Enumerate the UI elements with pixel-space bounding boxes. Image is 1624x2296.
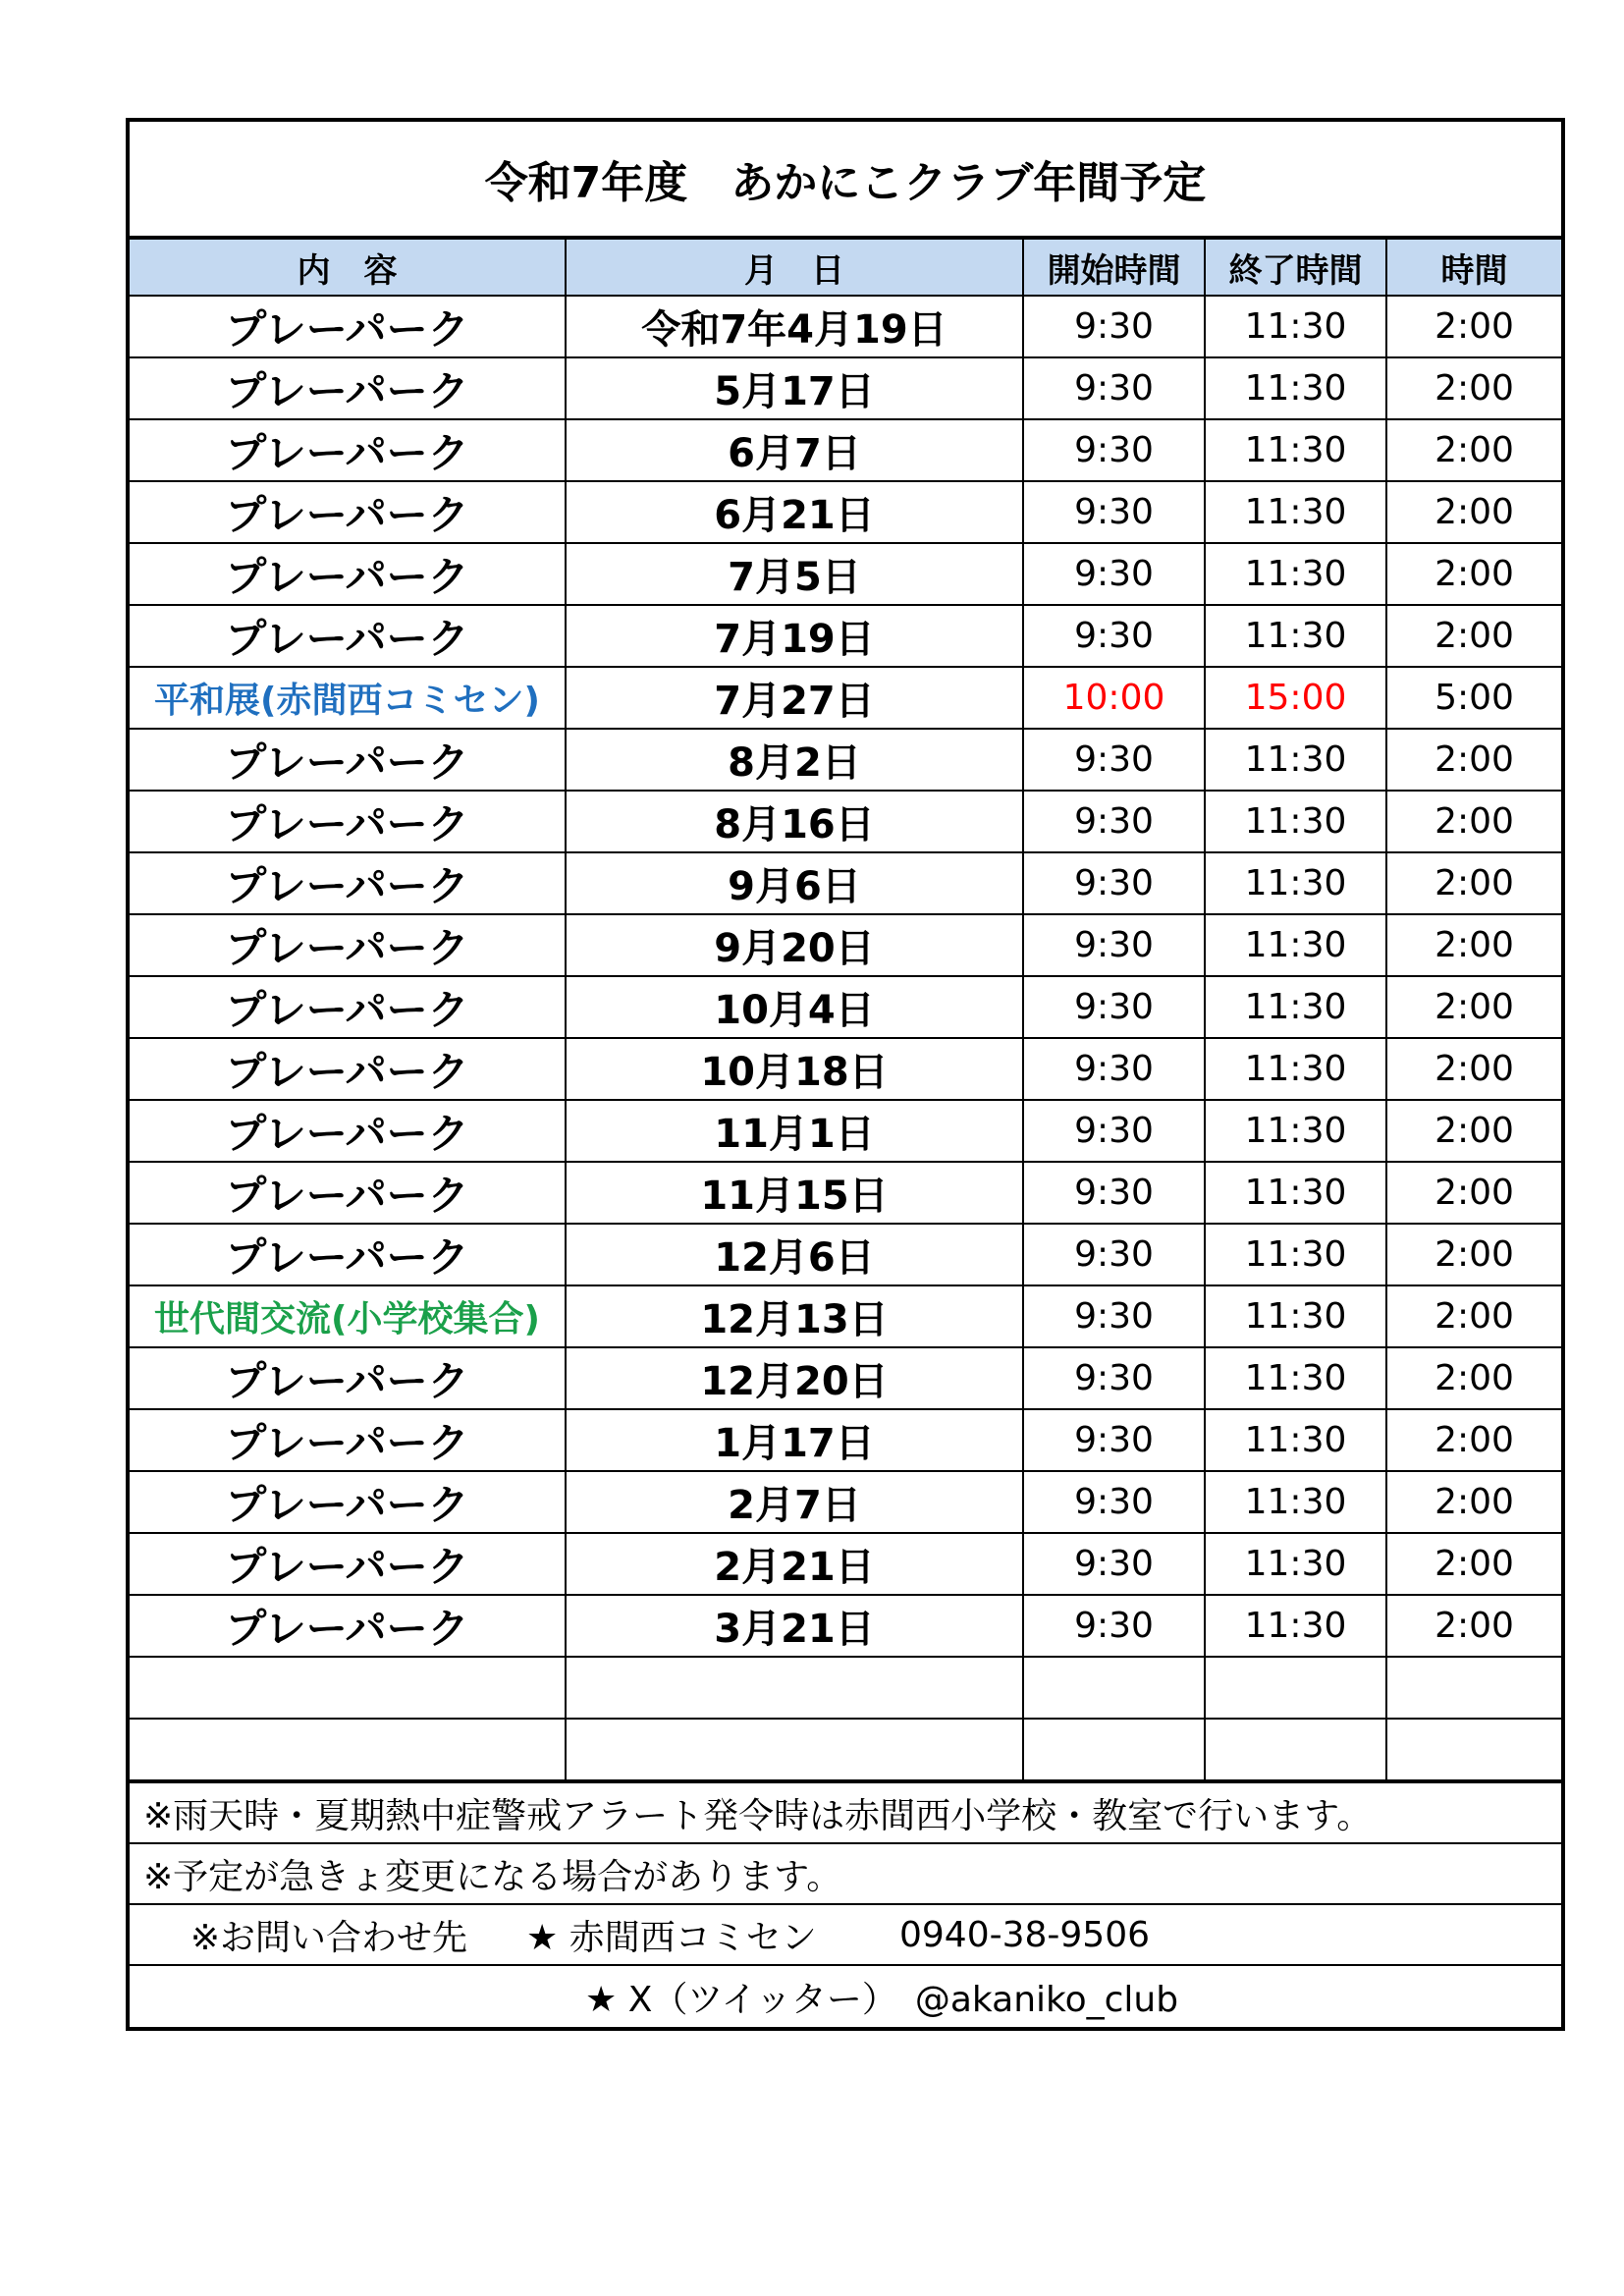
cell-end-time: 11:30: [1205, 357, 1386, 419]
table-row: [130, 1100, 1561, 1162]
table-row: [130, 852, 1561, 914]
cell-duration: 2:00: [1386, 1409, 1561, 1471]
cell-duration: 2:00: [1386, 1038, 1561, 1100]
cell-end-time: 11:30: [1205, 1595, 1386, 1657]
cell-content: プレーパーク: [130, 1595, 566, 1657]
note-contact: [130, 1905, 1561, 1966]
cell-duration: 2:00: [1386, 729, 1561, 791]
cell-start-time: 9:30: [1023, 1100, 1205, 1162]
cell-content: プレーパーク: [130, 1471, 566, 1533]
contact-phone: 0940-38-9506: [899, 1914, 1151, 1955]
cell-date: 1月17日: [566, 1409, 1023, 1471]
cell-start-time: 9:30: [1023, 357, 1205, 419]
notes-section: [130, 1783, 1561, 2027]
cell-content: プレーパーク: [130, 976, 566, 1038]
cell-duration: 2:00: [1386, 1224, 1561, 1285]
cell-start-time: 9:30: [1023, 1533, 1205, 1595]
cell-duration: 2:00: [1386, 1347, 1561, 1409]
cell-date: 9月20日: [566, 914, 1023, 976]
cell-start-time: 9:30: [1023, 481, 1205, 543]
cell-end-time: 11:30: [1205, 1533, 1386, 1595]
cell-content: プレーパーク: [130, 791, 566, 852]
header-content: 内 容: [130, 240, 566, 296]
table-row: [130, 357, 1561, 419]
cell-end-time: 11:30: [1205, 914, 1386, 976]
cell-content: プレーパーク: [130, 1162, 566, 1224]
cell-start-time: 9:30: [1023, 1224, 1205, 1285]
blank-cell: [1023, 1719, 1205, 1781]
blank-cell: [1205, 1657, 1386, 1719]
cell-start-time: 9:30: [1023, 419, 1205, 481]
cell-end-time: 11:30: [1205, 1409, 1386, 1471]
cell-content: プレーパーク: [130, 1224, 566, 1285]
cell-content: プレーパーク: [130, 357, 566, 419]
cell-end-time: 11:30: [1205, 852, 1386, 914]
table-row: [130, 1533, 1561, 1595]
table-row: [130, 1224, 1561, 1285]
header-date: 月 日: [566, 240, 1023, 296]
cell-content: プレーパーク: [130, 1533, 566, 1595]
blank-cell: [1386, 1657, 1561, 1719]
table-row: [130, 976, 1561, 1038]
cell-start-time: 9:30: [1023, 976, 1205, 1038]
cell-duration: 2:00: [1386, 357, 1561, 419]
cell-date: 11月1日: [566, 1100, 1023, 1162]
cell-duration: 2:00: [1386, 481, 1561, 543]
cell-end-time: 11:30: [1205, 543, 1386, 605]
cell-duration: 2:00: [1386, 1533, 1561, 1595]
cell-start-time: 9:30: [1023, 914, 1205, 976]
cell-end-time: 11:30: [1205, 1100, 1386, 1162]
cell-duration: 2:00: [1386, 419, 1561, 481]
cell-date: 12月13日: [566, 1285, 1023, 1347]
cell-start-time: 9:30: [1023, 1471, 1205, 1533]
header-duration: 時間: [1386, 240, 1561, 296]
cell-date: 11月15日: [566, 1162, 1023, 1224]
cell-content: プレーパーク: [130, 1409, 566, 1471]
header-end: 終了時間: [1205, 240, 1386, 296]
contact-place: ★ 赤間西コミセン: [526, 1917, 817, 1958]
cell-end-time: 11:30: [1205, 1347, 1386, 1409]
table-row: [130, 1595, 1561, 1657]
blank-cell: [1205, 1719, 1386, 1781]
cell-duration: 2:00: [1386, 605, 1561, 667]
cell-start-time: 9:30: [1023, 729, 1205, 791]
blank-cell: [1023, 1657, 1205, 1719]
cell-duration: 2:00: [1386, 296, 1561, 357]
cell-content: プレーパーク: [130, 729, 566, 791]
table-row: [130, 1038, 1561, 1100]
note-sns: [130, 1966, 1561, 2027]
note-rain: ※雨天時・夏期熱中症警戒アラート発令時は赤間西小学校・教室で行います。: [130, 1783, 1561, 1844]
blank-cell: [1386, 1719, 1561, 1781]
cell-end-time: 11:30: [1205, 1038, 1386, 1100]
cell-date: 10月18日: [566, 1038, 1023, 1100]
cell-start-time: 9:30: [1023, 543, 1205, 605]
cell-duration: 2:00: [1386, 976, 1561, 1038]
cell-start-time: 9:30: [1023, 791, 1205, 852]
cell-end-time: 11:30: [1205, 1471, 1386, 1533]
table-row: [130, 729, 1561, 791]
cell-duration: 2:00: [1386, 1285, 1561, 1347]
blank-cell: [566, 1719, 1023, 1781]
cell-end-time: 11:30: [1205, 1162, 1386, 1224]
table-row: [130, 1471, 1561, 1533]
blank-row: [130, 1657, 1561, 1719]
contact-label: ※お問い合わせ先: [189, 1917, 467, 1958]
contact-sns: ★ X（ツイッター） @akaniko_club: [585, 1979, 1179, 2020]
table-row: [130, 605, 1561, 667]
cell-start-time: 9:30: [1023, 1409, 1205, 1471]
cell-date: 7月19日: [566, 605, 1023, 667]
table-row: [130, 419, 1561, 481]
cell-duration: 5:00: [1386, 667, 1561, 729]
table-row: [130, 543, 1561, 605]
cell-content: プレーパーク: [130, 296, 566, 357]
table-row: [130, 1285, 1561, 1347]
cell-start-time: 9:30: [1023, 1595, 1205, 1657]
cell-end-time: 15:00: [1205, 667, 1386, 729]
cell-start-time: 9:30: [1023, 1347, 1205, 1409]
cell-content: プレーパーク: [130, 481, 566, 543]
cell-end-time: 11:30: [1205, 1285, 1386, 1347]
table-row: [130, 1162, 1561, 1224]
header-start: 開始時間: [1023, 240, 1205, 296]
schedule-rows: [130, 296, 1561, 1657]
cell-end-time: 11:30: [1205, 729, 1386, 791]
cell-date: 3月21日: [566, 1595, 1023, 1657]
cell-date: 8月16日: [566, 791, 1023, 852]
cell-duration: 2:00: [1386, 1471, 1561, 1533]
table-row: [130, 481, 1561, 543]
cell-duration: 2:00: [1386, 1162, 1561, 1224]
cell-content: プレーパーク: [130, 1038, 566, 1100]
cell-start-time: 9:30: [1023, 605, 1205, 667]
cell-date: 12月6日: [566, 1224, 1023, 1285]
cell-start-time: 9:30: [1023, 296, 1205, 357]
cell-end-time: 11:30: [1205, 791, 1386, 852]
table-row: [130, 914, 1561, 976]
cell-content: 平和展(赤間西コミセン): [130, 667, 566, 729]
cell-duration: 2:00: [1386, 852, 1561, 914]
cell-duration: 2:00: [1386, 914, 1561, 976]
page-title: 令和7年度 あかにこクラブ年間予定: [130, 122, 1561, 240]
table-row: [130, 1347, 1561, 1409]
cell-date: 6月7日: [566, 419, 1023, 481]
cell-content: 世代間交流(小学校集合): [130, 1285, 566, 1347]
blank-cell: [130, 1657, 566, 1719]
cell-date: 8月2日: [566, 729, 1023, 791]
cell-content: プレーパーク: [130, 852, 566, 914]
table-row: [130, 791, 1561, 852]
cell-start-time: 9:30: [1023, 852, 1205, 914]
cell-content: プレーパーク: [130, 543, 566, 605]
cell-start-time: 9:30: [1023, 1162, 1205, 1224]
blank-row: [130, 1719, 1561, 1781]
cell-end-time: 11:30: [1205, 605, 1386, 667]
cell-content: プレーパーク: [130, 419, 566, 481]
cell-start-time: 10:00: [1023, 667, 1205, 729]
cell-date: 7月5日: [566, 543, 1023, 605]
cell-start-time: 9:30: [1023, 1285, 1205, 1347]
cell-start-time: 9:30: [1023, 1038, 1205, 1100]
cell-duration: 2:00: [1386, 1595, 1561, 1657]
note-change: ※予定が急きょ変更になる場合があります。: [130, 1844, 1561, 1905]
cell-end-time: 11:30: [1205, 419, 1386, 481]
cell-date: 12月20日: [566, 1347, 1023, 1409]
cell-duration: 2:00: [1386, 791, 1561, 852]
cell-end-time: 11:30: [1205, 976, 1386, 1038]
cell-content: プレーパーク: [130, 1347, 566, 1409]
cell-duration: 2:00: [1386, 543, 1561, 605]
schedule-sheet: [126, 118, 1565, 2031]
cell-content: プレーパーク: [130, 1100, 566, 1162]
blank-cell: [130, 1719, 566, 1781]
cell-date: 2月7日: [566, 1471, 1023, 1533]
cell-date: 7月27日: [566, 667, 1023, 729]
cell-date: 令和7年4月19日: [566, 296, 1023, 357]
cell-date: 5月17日: [566, 357, 1023, 419]
cell-end-time: 11:30: [1205, 1224, 1386, 1285]
schedule-table: [130, 240, 1561, 1783]
cell-date: 9月6日: [566, 852, 1023, 914]
blank-cell: [566, 1657, 1023, 1719]
table-row: [130, 296, 1561, 357]
cell-duration: 2:00: [1386, 1100, 1561, 1162]
cell-content: プレーパーク: [130, 914, 566, 976]
cell-content: プレーパーク: [130, 605, 566, 667]
cell-date: 10月4日: [566, 976, 1023, 1038]
header-row: [130, 240, 1561, 296]
cell-end-time: 11:30: [1205, 296, 1386, 357]
table-row: [130, 1409, 1561, 1471]
cell-date: 6月21日: [566, 481, 1023, 543]
table-row: [130, 667, 1561, 729]
cell-end-time: 11:30: [1205, 481, 1386, 543]
cell-date: 2月21日: [566, 1533, 1023, 1595]
